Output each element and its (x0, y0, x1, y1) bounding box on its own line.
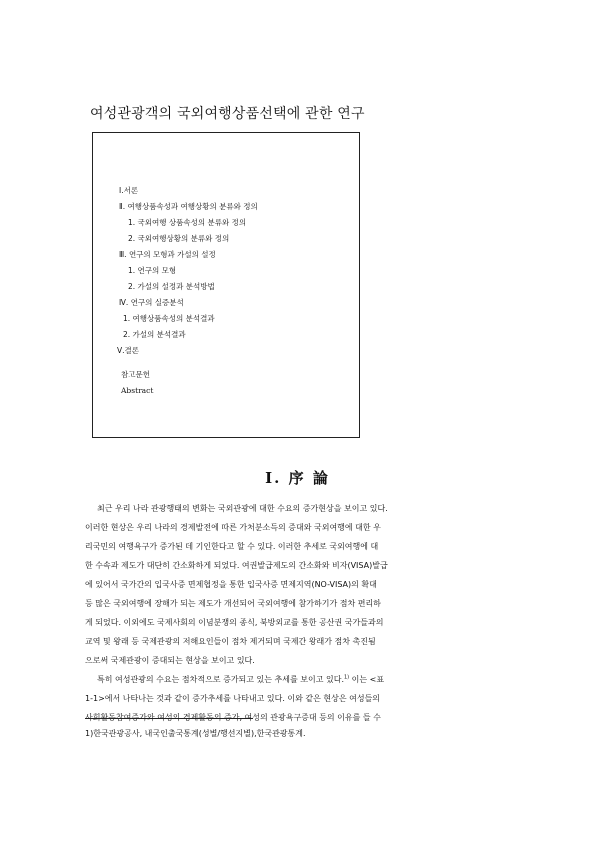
toc-item: Abstract (121, 386, 154, 395)
body-text-line: 1-1>에서 나타나는 것과 같이 증가추세를 나타내고 있다. 이와 같은 현상은 여성들의 (85, 694, 381, 703)
body-text-line: 교역 및 왕래 등 국제관광의 저해요인들이 점차 제거되며 국제간 왕래가 점차 촉진됨 (85, 637, 376, 646)
page-title: 여성관광객의 국외여행상품선택에 관한 연구 (90, 106, 365, 122)
footnote-divider (85, 718, 253, 719)
toc-item: Ⅲ. 연구의 모형과 가설의 설정 (119, 250, 216, 259)
body-text-line: 으로써 국제관광이 증대되는 현상을 보이고 있다. (85, 656, 255, 665)
body-text-segment: 특히 여성관광의 수요는 점차적으로 증가되고 있는 추세를 보이고 있다. (97, 675, 344, 684)
footnote-reference: 1) (344, 674, 350, 681)
toc-item: Ⅴ.결론 (117, 346, 140, 355)
section-heading: Ⅰ. 序 論 (265, 469, 330, 487)
body-text-line: 에 있어서 국가간의 입국사증 면제협정을 통한 입국사증 면제지역(NO-VISA)의 확대 (85, 580, 377, 589)
toc-item: 참고문헌 (121, 370, 150, 379)
toc-item: Ⅱ. 여행상품속성과 여행상황의 분류와 정의 (119, 202, 258, 211)
body-text-line: 이러한 현상은 우리 나라의 경제발전에 따른 가처분소득의 증대와 국외여행에 대한 우 (85, 523, 381, 532)
toc-item: 1. 연구의 모형 (128, 266, 177, 275)
toc-item: 1. 국외여행 상품속성의 분류와 정의 (128, 218, 247, 227)
body-text-line: 사회활동참여증가와 여성의 경제활동의 증가, 여성의 관광욕구증대 등의 이유를 들 수 (85, 713, 381, 722)
toc-item: 1. 여행상품속성의 분석결과 (123, 314, 215, 323)
toc-item: 2. 가설의 설정과 분석방법 (128, 282, 215, 291)
table-of-contents (92, 132, 360, 438)
body-text-line: 리국민의 여행욕구가 증가된 데 기인한다고 할 수 있다. 이러한 추세로 국외여행에 대 (85, 542, 379, 551)
toc-item: Ⅳ. 연구의 실증분석 (119, 298, 184, 307)
body-text-line: 한 수속과 제도가 대단히 간소화하게 되었다. 여권발급제도의 간소화와 비자(VISA)발급 (85, 561, 388, 570)
body-text-line: 게 되었다. 이외에도 국제사회의 이념분쟁의 종식, 북방외교를 통한 공산권 국가들과의 (85, 618, 384, 627)
body-text-line (97, 674, 384, 685)
toc-item: 2. 국외여행상황의 분류와 정의 (128, 234, 230, 243)
body-text-line: 등 많은 국외여행에 장해가 되는 제도가 개선되어 국외여행에 참가하기가 점차 편리하 (85, 599, 381, 608)
body-text-segment: 이는 <표 (349, 675, 385, 684)
toc-item: 2. 가설의 분석결과 (123, 330, 186, 339)
footnote: 1)한국관광공사, 내국인출국통계(성별/행선지별),한국관광통계. (85, 729, 306, 738)
toc-item: Ⅰ.서론 (119, 186, 139, 195)
body-text-line: 최근 우리 나라 관광행태의 변화는 국외관광에 대한 수요의 증가현상을 보이고 있다. (97, 504, 388, 513)
